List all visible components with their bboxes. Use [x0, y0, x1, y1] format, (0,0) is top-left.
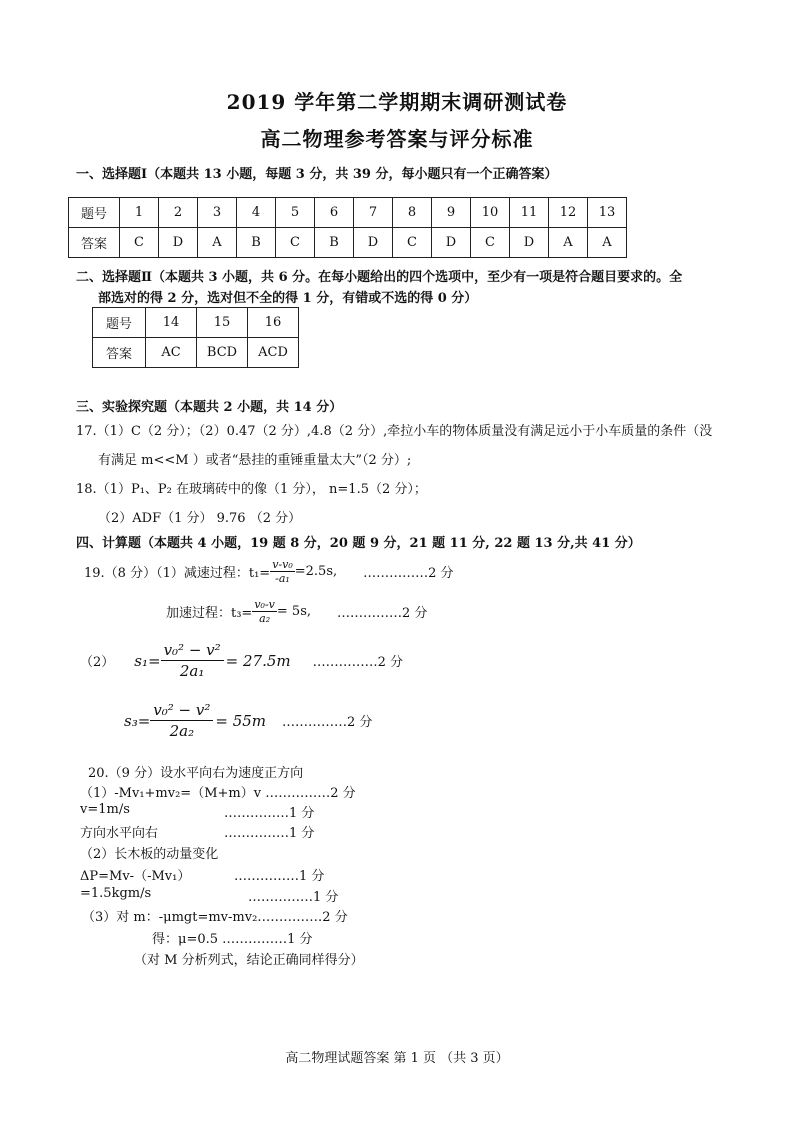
q19-decel-line	[84, 558, 454, 585]
section3-heading: 三、实验探究题（本题共 2 小题，共 14 分）	[76, 400, 343, 415]
table-row	[69, 228, 627, 258]
q19-accel-line	[166, 598, 427, 625]
choice-table-2	[92, 307, 299, 368]
section2-heading-line1: 二、选择题Ⅱ（本题共 3 小题，共 6 分。在每小题给出的四个选项中，至少有一项是符合题目要求的。全	[76, 270, 683, 285]
number-cell: 1	[120, 198, 159, 228]
choice-table-1	[68, 197, 627, 258]
q19-intro: 19.（8 分）（1）减速过程：t₁=	[84, 566, 271, 581]
section1-heading: 一、选择题Ⅰ（本题共 13 小题，每题 3 分，共 39 分，每小题只有一个正确答案）	[76, 167, 558, 182]
section2-heading-line2: 部选对的得 2 分，选对但不全的得 1 分，有错或不选的得 0 分）	[98, 291, 478, 306]
q20-line2b: ……………1 分	[224, 806, 315, 821]
q19-score3: ……………2 分	[312, 655, 404, 670]
q19-s3-line	[124, 700, 372, 741]
answer-cell: D	[354, 228, 393, 258]
q20-line2a: v=1m/s	[80, 802, 130, 817]
answer-cell: A	[588, 228, 627, 258]
q17-line1: 17.（1）C（2 分）；（2）0.47（2 分）,4.8（2 分）,牵拉小车的物体质量没有满足远小于小车质量的条件（没	[76, 424, 713, 439]
q20-line5a: ΔP=Mv-（-Mv₁）	[80, 869, 191, 884]
row-label-answer: 答案	[93, 338, 146, 368]
number-cell: 12	[549, 198, 588, 228]
answer-cell: D	[510, 228, 549, 258]
answer-cell: C	[276, 228, 315, 258]
q19-s1-den: 2a₁	[179, 662, 205, 680]
number-cell: 15	[197, 308, 248, 338]
q19-s3-den: 2a₂	[169, 722, 195, 740]
answer-cell: D	[432, 228, 471, 258]
q19-s3-lhs: s₃=	[124, 711, 151, 730]
q20-line3a: 方向水平向右	[80, 826, 159, 841]
answer-cell: C	[393, 228, 432, 258]
q20-line8: 得：μ=0.5 ……………1 分	[152, 932, 313, 947]
q19-s1-line	[80, 640, 403, 681]
q19-result2: = 5s,	[276, 604, 312, 619]
number-cell: 14	[146, 308, 197, 338]
answer-cell: A	[198, 228, 237, 258]
q19-frac1-num: v-v₀	[272, 558, 293, 571]
q17-line2: 有满足 m<<M ）或者“悬挂的重锤重量太大”（2 分）;	[98, 453, 412, 468]
q19-s3-num: v₀² − v²	[150, 700, 213, 721]
q19-result1: =2.5s,	[294, 564, 338, 579]
page-title: 2019 学年第二学期期末调研测试卷	[226, 90, 568, 114]
q20-intro: 20.（9 分）设水平向右为速度正方向	[88, 766, 304, 781]
number-cell: 16	[248, 308, 299, 338]
q19-score1: ……………2 分	[363, 566, 454, 581]
q19-s1-rhs: = 27.5m	[225, 651, 291, 670]
q20-line1: （1）-Mv₁+mv₂=（M+m）v ……………2 分	[80, 786, 356, 801]
q20-line5b: ……………1 分	[234, 869, 325, 884]
q18-line2: （2）ADF（1 分） 9.76 （2 分）	[98, 511, 302, 526]
answer-cell: A	[549, 228, 588, 258]
number-cell: 10	[471, 198, 510, 228]
q20-line3b: ……………1 分	[224, 826, 315, 841]
q19-frac2-num: v₀-v	[254, 598, 275, 611]
q19-frac1	[270, 558, 295, 585]
q20-line7: （3）对 m：-μmgt=mv-mv₂……………2 分	[82, 910, 348, 925]
number-cell: 7	[354, 198, 393, 228]
q18-line1: 18.（1）P₁、P₂ 在玻璃砖中的像（1 分）， n=1.5（2 分）；	[76, 482, 427, 497]
q19-frac1-den: -a₁	[275, 572, 290, 585]
page-footer: 高二物理试题答案 第 1 页 （共 3 页）	[285, 1051, 509, 1066]
q20-line9: （对 M 分析列式，结论正确同样得分）	[134, 953, 364, 968]
number-cell: 11	[510, 198, 549, 228]
answer-cell: C	[120, 228, 159, 258]
answer-cell: ACD	[248, 338, 299, 368]
number-cell: 4	[237, 198, 276, 228]
row-label-number: 题号	[69, 198, 120, 228]
table-row	[93, 338, 299, 368]
q19-s1-num: v₀² − v²	[161, 640, 224, 661]
q19-s1-frac	[161, 640, 224, 681]
number-cell: 2	[159, 198, 198, 228]
q19-part2-label: （2）	[80, 655, 115, 670]
q19-s3-rhs: = 55m	[215, 711, 267, 730]
q19-score4: ……………2 分	[282, 715, 373, 730]
answer-cell: B	[315, 228, 354, 258]
number-cell: 3	[198, 198, 237, 228]
number-cell: 13	[588, 198, 627, 228]
q19-s3-frac	[150, 700, 213, 741]
q19-accel-label: 加速过程：t₃=	[166, 606, 253, 621]
q20-line4: （2）长木板的动量变化	[80, 847, 219, 862]
number-cell: 8	[393, 198, 432, 228]
q19-s1-lhs: s₁=	[134, 651, 161, 670]
page-subtitle: 高二物理参考答案与评分标准	[260, 127, 534, 151]
row-label-answer: 答案	[69, 228, 120, 258]
q19-score2: ……………2 分	[337, 606, 428, 621]
q19-frac2-den: a₂	[259, 612, 271, 625]
answer-cell: BCD	[197, 338, 248, 368]
answer-cell: C	[471, 228, 510, 258]
answer-cell: D	[159, 228, 198, 258]
q19-frac2	[252, 598, 277, 625]
q20-line6b: ……………1 分	[248, 890, 339, 905]
number-cell: 9	[432, 198, 471, 228]
section4-heading: 四、计算题（本题共 4 小题，19 题 8 分，20 题 9 分，21 题 11 分, 22 题 13 分,共 41 分）	[76, 536, 641, 551]
row-label-number: 题号	[93, 308, 146, 338]
number-cell: 5	[276, 198, 315, 228]
table-row	[69, 198, 627, 228]
q20-line6a: =1.5kgm/s	[80, 886, 152, 901]
answer-cell: AC	[146, 338, 197, 368]
answer-cell: B	[237, 228, 276, 258]
number-cell: 6	[315, 198, 354, 228]
table-row	[93, 308, 299, 338]
